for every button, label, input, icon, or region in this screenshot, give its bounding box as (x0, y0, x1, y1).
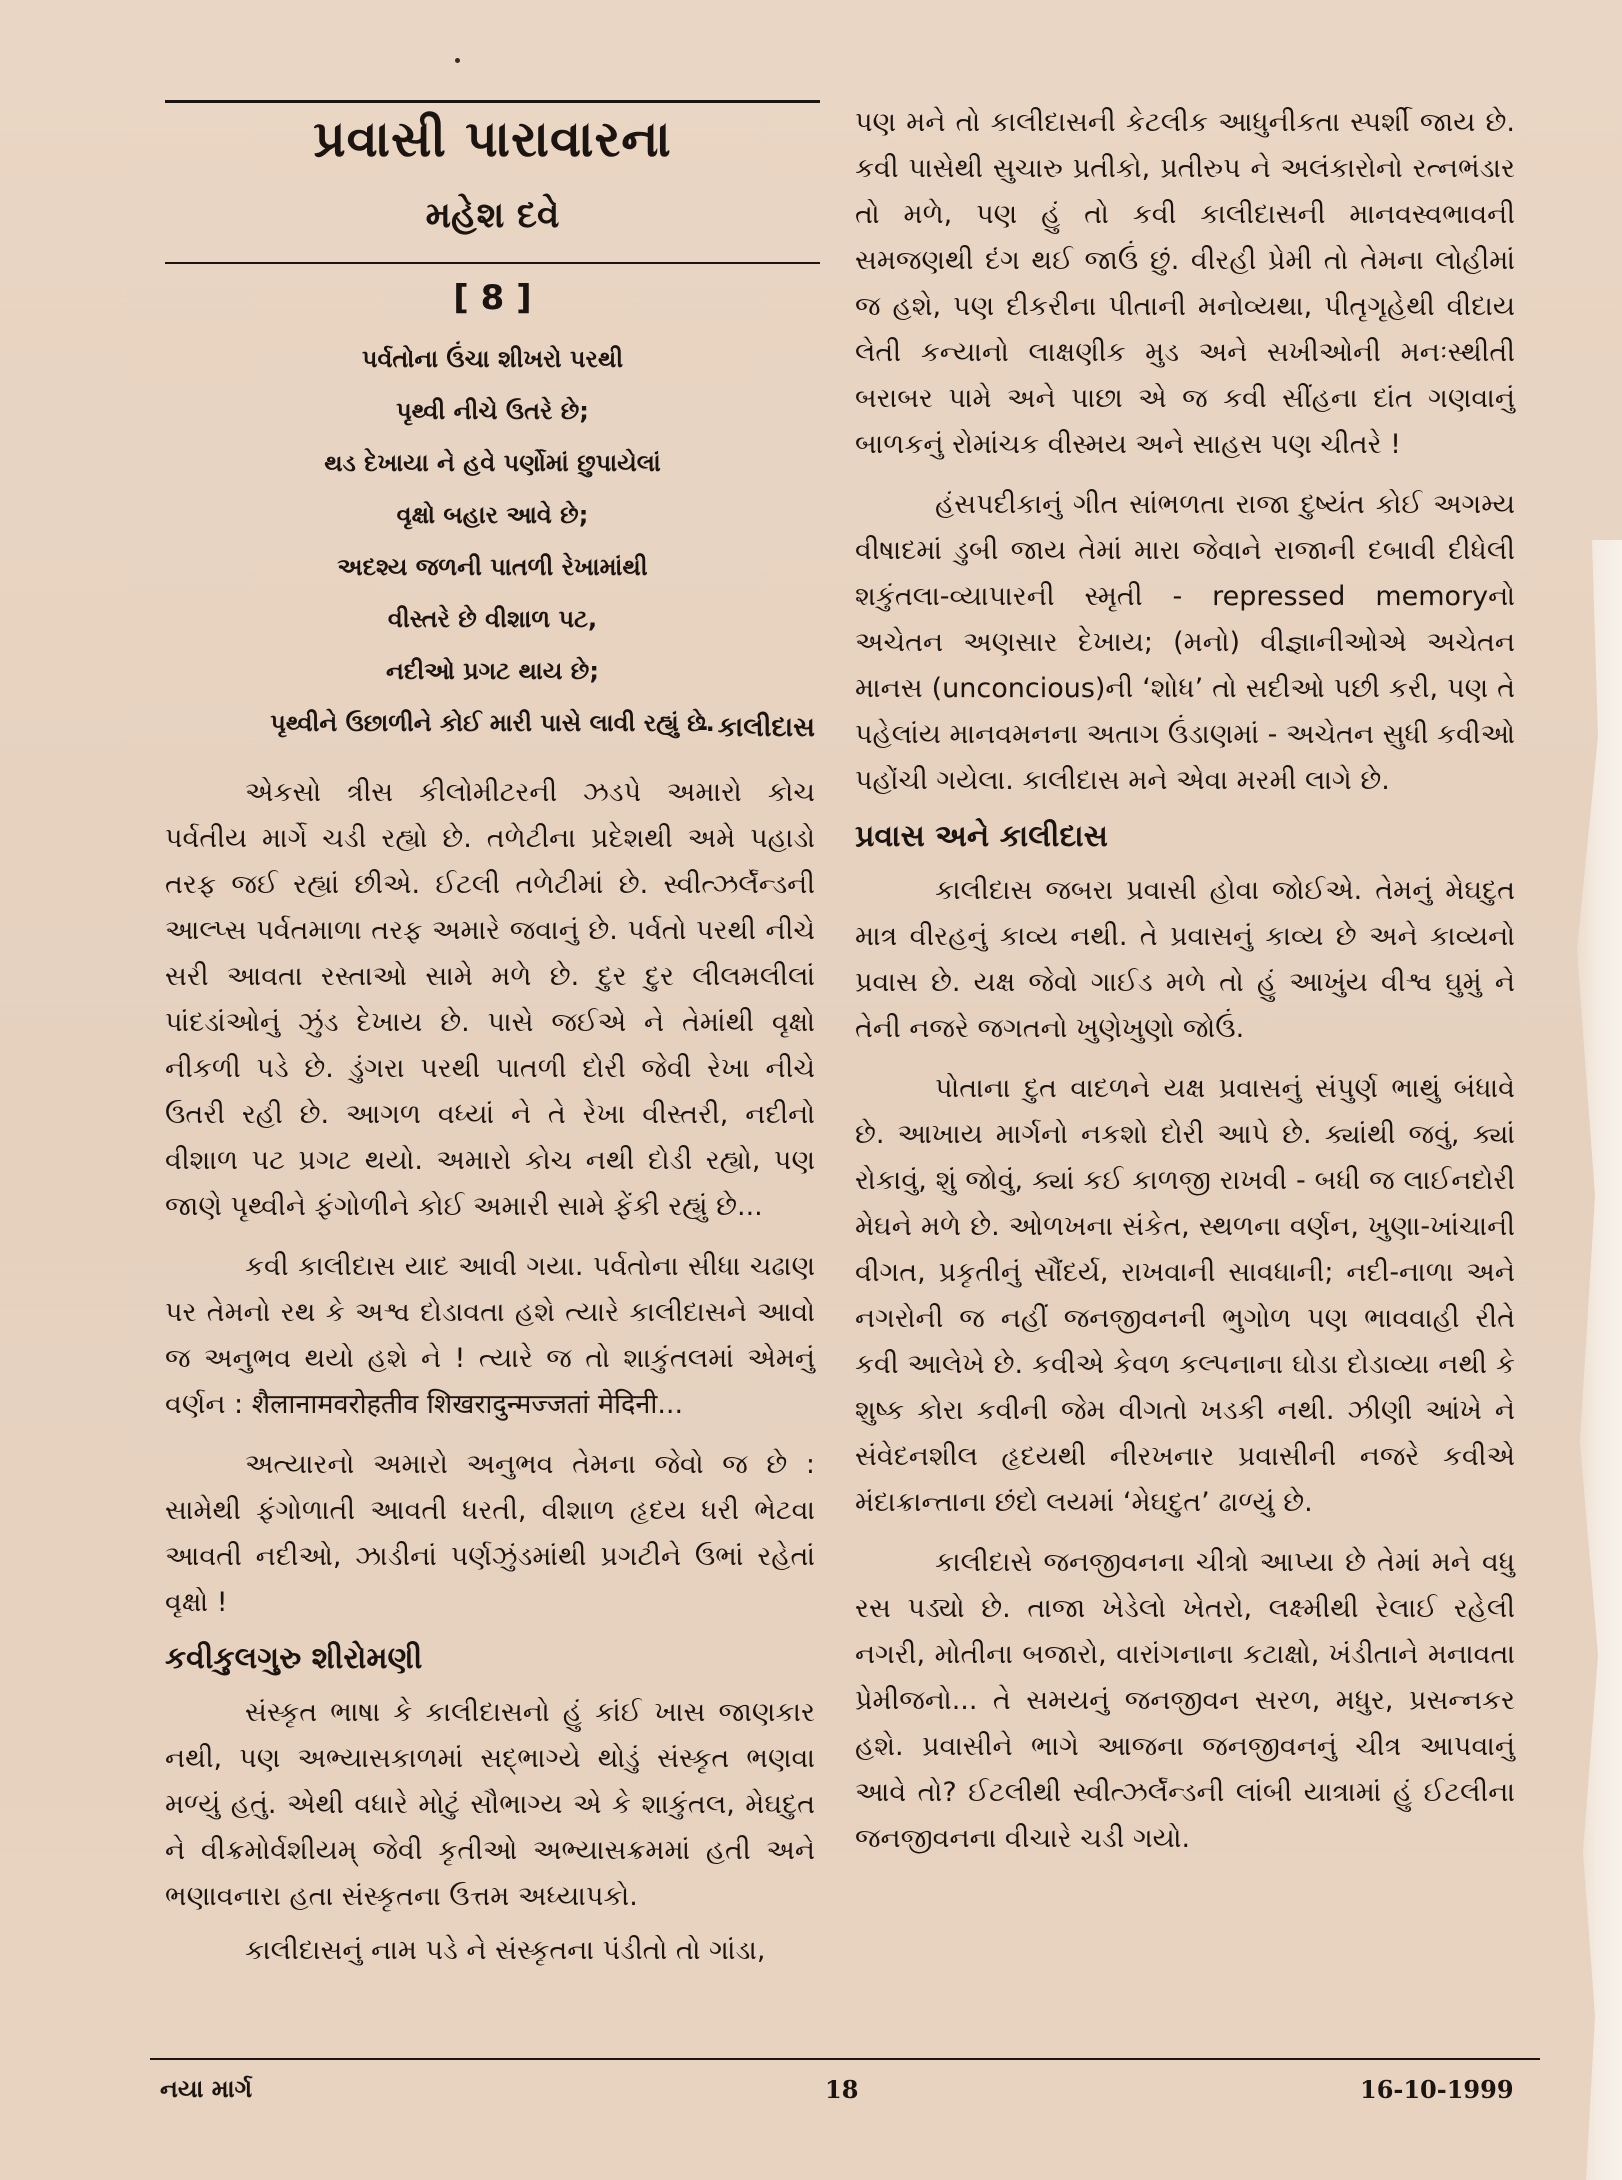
publication-name: નયા માર્ગ (160, 2075, 253, 2103)
paragraph: હંસપદીકાનું ગીત સાંભળતા રાજા દુષ્યંત કોઈ અગમ્ય વીષાદમાં ડુબી જાય તેમાં મારા જેવાને રાજાની દબાવી દીધેલી શકુંતલા-વ્યાપારની સ્મૃતી - repressed memoryનો અચેતન અણસાર દેખાય; (મનો) વીજ્ઞાનીઓએ અચેતન માનસ (unconcious)ની ‘શોધ’ તો સદીઓ પછી કરી, પણ તે પહેલાંય માનવમનના અતાગ ઉંડાણમાં - અચેતન સુધી કવીઓ પહોંચી ગયેલા. કાલીદાસ મને એવા મરમી લાગે છે. (855, 489, 1515, 796)
poem-line: પૃથ્વી નીચે ઉતરે છે; (396, 397, 589, 425)
article-author: મહેશ દવે (425, 195, 560, 236)
footer-rule (150, 2058, 1540, 2060)
torn-page-edge (1562, 540, 1622, 2180)
paragraph: સંસ્કૃત ભાષા કે કાલીદાસનો હું કાંઈ ખાસ જાણકાર નથી, પણ અભ્યાસકાળમાં સદ્ભાગ્યે થોડું સંસ્કૃત ભણવા મળ્યું હતું. એથી વધારે મોટું સૌભાગ્ય એ કે શાકુંતલ, મેઘદુત ને વીક્રમોર્વશીયમ્ જેવી કૃતીઓ અભ્યાસક્રમમાં હતી અને ભણાવનારા હતા સંસ્કૃતના ઉત્તમ અધ્યાપકો. (165, 1697, 815, 1912)
poem-attribution: - કાલીદાસ (697, 712, 815, 743)
paragraph: કાલીદાસ જબરા પ્રવાસી હોવા જોઈએ. તેમનું મેઘદુત માત્ર વીરહનું કાવ્ય નથી. તે પ્રવાસનું કાવ્ય છે અને કાવ્યનો પ્રવાસ છે. યક્ષ જેવો ગાઈડ મળે તો હું આખુંય વીશ્વ ઘુમું ને તેની નજરે જગતનો ખુણેખુણો જોઉં. (855, 875, 1515, 1044)
paragraph: પોતાના દુત વાદળને યક્ષ પ્રવાસનું સંપુર્ણ ભાથું બંધાવે છે. આખાય માર્ગનો નકશો દોરી આપે છે. ક્યાંથી જવું, ક્યાં રોકાવું, શું જોવું, ક્યાં કઈ કાળજી રાખવી - બધી જ લાઈનદોરી મેઘને મળે છે. ઓળખના સંકેત, સ્થળના વર્ણન, ખુણા-ખાંચાની વીગત, પ્રકૃતીનું સૌંદર્ય, રાખવાની સાવધાની; નદી-નાળા અને નગરોની જ નહીં જનજીવનની ભુગોળ પણ ભાવવાહી રીતે કવી આલેખે છે. કવીએ કેવળ કલ્પનાના ઘોડા દોડાવ્યા નથી કે શુષ્ક કોરા કવીની જેમ વીગતો ખડકી નથી. ઝીણી આંખે ને સંવેદનશીલ હૃદયથી નીરખનાર પ્રવાસીની નજરે કવીએ મંદાક્રાન્તાના છંદો લયમાં ‘મેઘદુત’ ઢાળ્યું છે. (855, 1073, 1515, 1518)
paragraph: અત્યારનો અમારો અનુભવ તેમના જેવો જ છે : સામેથી ફંગોળાતી આવતી ધરતી, વીશાળ હૃદય ધરી ભેટવા આવતી નદીઓ, ઝાડીનાં પર્ણઝુંડમાંથી પ્રગટીને ઉભાં રહેતાં વૃક્ષો ! (165, 1449, 815, 1618)
article-title: પ્રવાસી પારાવારના (313, 110, 672, 168)
paragraph: કવી કાલીદાસ યાદ આવી ગયા. પર્વતોના સીધા ચઢાણ પર તેમનો રથ કે અશ્વ દોડાવતા હશે ત્યારે કાલીદાસને આવો જ અનુભવ થયો હશે ને ! ત્યારે જ તો શાકુંતલમાં એમનું વર્ણન : शैलानामवरोहतीव शिखरादुन्मज्जतां मेदिनी... (165, 1251, 815, 1420)
section-heading: કવીકુલગુરુ શીરોમણી (165, 1641, 423, 1676)
page-number: 18 (825, 2075, 859, 2104)
right-column-body (855, 100, 1515, 1862)
poem-line: વૃક્ષો બહાર આવે છે; (396, 501, 589, 529)
poem-line: થડ દેખાયા ને હવે પર્ણોમાં છુપાયેલાં (324, 449, 661, 477)
paragraph: કાલીદાસનું નામ પડે ને સંસ્કૃતના પંડીતો તો ગાંડા, (245, 1935, 766, 1966)
poem-line: વીસ્તરે છે વીશાળ પટ, (387, 605, 598, 633)
section-heading: પ્રવાસ અને કાલીદાસ (855, 819, 1108, 854)
top-rule (165, 100, 820, 103)
left-column-body (165, 770, 815, 1974)
poem-line: નદીઓ પ્રગટ થાય છે; (386, 657, 599, 685)
poem-line: પૃથ્વીને ઉછાળીને કોઈ મારી પાસે લાવી રહ્યું છે. (270, 709, 715, 737)
poem-line: અદશ્ય જળની પાતળી રેખામાંથી (337, 553, 648, 581)
paragraph: પણ મને તો કાલીદાસની કેટલીક આધુનીકતા સ્પર્શી જાય છે. કવી પાસેથી સુચારુ પ્રતીકો, પ્રતીરુપ ને અલંકારોનો રત્નભંડાર તો મળે, પણ હું તો કવી કાલીદાસની માનવસ્વભાવની સમજણથી દંગ થઈ જાઉં છું. વીરહી પ્રેમી તો તેમના લોહીમાં જ હશે, પણ દીકરીના પીતાની મનોવ્યથા, પીતૃગૃહેથી વીદાય લેતી કન્યાનો લાક્ષણીક મુડ અને સખીઓની મનઃસ્થીતી બરાબર પામે અને પાછા એ જ કવી સીંહના દાંત ગણવાનું બાળકનું રોમાંચક વીસ્મય અને સાહસ પણ ચીતરે ! (855, 107, 1515, 460)
author-rule (165, 262, 820, 264)
poem (165, 333, 820, 749)
poem-line: પર્વતોના ઉંચા શીખરો પરથી (361, 345, 624, 373)
issue-date: 16-10-1999 (1360, 2075, 1514, 2104)
installment-number: [ 8 ] (453, 278, 532, 318)
paragraph: એકસો ત્રીસ કીલોમીટરની ઝડપે અમારો કોચ પર્વતીય માર્ગે ચડી રહ્યો છે. તળેટીના પ્રદેશથી અમે પહાડો તરફ જઈ રહ્યાં છીએ. ઈટલી તળેટીમાં છે. સ્વીત્ઝર્લૅન્ડની આલ્પ્સ પર્વતમાળા તરફ અમારે જવાનું છે. પર્વતો પરથી નીચે સરી આવતા રસ્તાઓ સામે મળે છે. દુર દુર લીલમલીલાં પાંદડાંઓનું ઝુંડ દેખાય છે. પાસે જઈએ ને તેમાંથી વૃક્ષો નીકળી પડે છે. ડુંગરા પરથી પાતળી દોરી જેવી રેખા નીચે ઉતરી રહી છે. આગળ વધ્યાં ને તે રેખા વીસ્તરી, નદીનો વીશાળ પટ પ્રગટ થયો. અમારો કોચ નથી દોડી રહ્યો, પણ જાણે પૃથ્વીને ફંગોળીને કોઈ અમારી સામે ફેંકી રહ્યું છે... (165, 777, 815, 1222)
ink-speck (455, 58, 460, 63)
paragraph: કાલીદાસે જનજીવનના ચીત્રો આપ્યા છે તેમાં મને વધુ રસ પડ્યો છે. તાજા ખેડેલો ખેતરો, લક્ષ્મીથી રેલાઈ રહેલી નગરી, મોતીના બજારો, વારાંગનાના કટાક્ષો, ખંડીતાને મનાવતા પ્રેમીજનો... તે સમયનું જનજીવન સરળ, મધુર, પ્રસન્નકર હશે. પ્રવાસીને ભાગે આજના જનજીવનનું ચીત્ર આપવાનું આવે તો? ઈટલીથી સ્વીત્ઝર્લૅન્ડની લાંબી યાત્રામાં હું ઈટલીના જનજીવનના વીચારે ચડી ગયો. (855, 1547, 1515, 1854)
